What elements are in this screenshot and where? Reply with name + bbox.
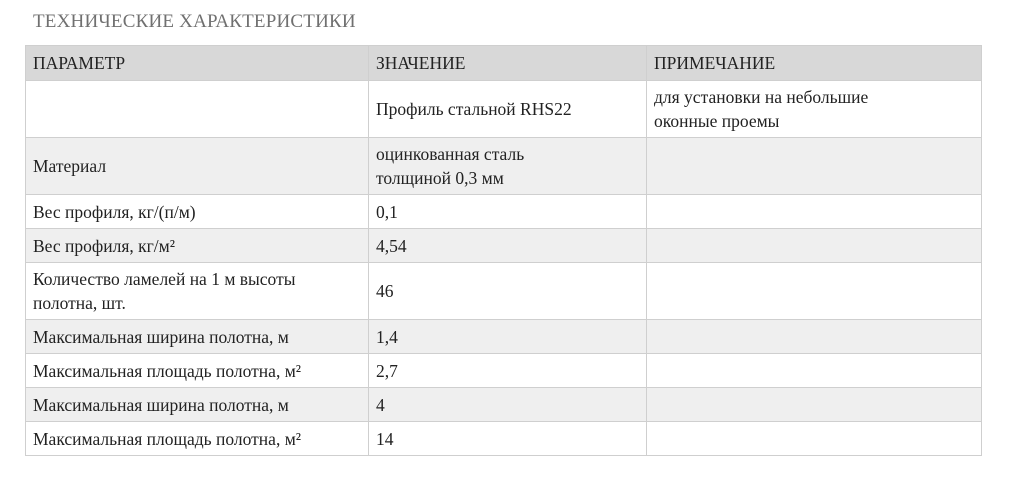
table-cell-parameter: Максимальная площадь полотна, м² xyxy=(26,354,369,388)
table-cell-parameter: Максимальная площадь полотна, м² xyxy=(26,422,369,456)
table-cell-value: 1,4 xyxy=(369,320,647,354)
table-cell-note xyxy=(647,320,982,354)
table-row xyxy=(26,320,982,354)
table-cell-parameter: Вес профиля, кг/м² xyxy=(26,229,369,263)
column-header-note: ПРИМЕЧАНИЕ xyxy=(647,46,982,81)
page-title: ТЕХНИЧЕСКИЕ ХАРАКТЕРИСТИКИ xyxy=(33,11,356,32)
table-cell-parameter: Максимальная ширина полотна, м xyxy=(26,320,369,354)
table-row xyxy=(26,388,982,422)
table-cell-value: 0,1 xyxy=(369,195,647,229)
table-cell-parameter: Максимальная ширина полотна, м xyxy=(26,388,369,422)
table-cell-parameter xyxy=(26,81,369,138)
table-cell-note xyxy=(647,195,982,229)
table-header-row xyxy=(26,46,982,81)
table-row xyxy=(26,354,982,388)
table-cell-note: для установки на небольшие оконные проемы xyxy=(647,81,982,138)
table-cell-value: 14 xyxy=(369,422,647,456)
table-row xyxy=(26,195,982,229)
table-cell-value: 46 xyxy=(369,263,647,320)
table-cell-note xyxy=(647,354,982,388)
table-cell-value: 4,54 xyxy=(369,229,647,263)
table-cell-note xyxy=(647,263,982,320)
table-cell-note xyxy=(647,229,982,263)
table-cell-value: Профиль стальной RHS22 xyxy=(369,81,647,138)
table-cell-note xyxy=(647,422,982,456)
table-row xyxy=(26,263,982,320)
specifications-table xyxy=(25,45,982,456)
column-header-value: ЗНАЧЕНИЕ xyxy=(369,46,647,81)
table-cell-value: 4 xyxy=(369,388,647,422)
table-cell-parameter: Вес профиля, кг/(п/м) xyxy=(26,195,369,229)
table-row xyxy=(26,81,982,138)
column-header-parameter: ПАРАМЕТР xyxy=(26,46,369,81)
table-cell-value: 2,7 xyxy=(369,354,647,388)
table-row xyxy=(26,229,982,263)
table-cell-note xyxy=(647,388,982,422)
table-cell-parameter: Количество ламелей на 1 м высоты полотна, шт. xyxy=(26,263,369,320)
table-cell-parameter: Материал xyxy=(26,138,369,195)
table-row xyxy=(26,138,982,195)
table-row xyxy=(26,422,982,456)
table-cell-note xyxy=(647,138,982,195)
table-cell-value: оцинкованная сталь толщиной 0,3 мм xyxy=(369,138,647,195)
